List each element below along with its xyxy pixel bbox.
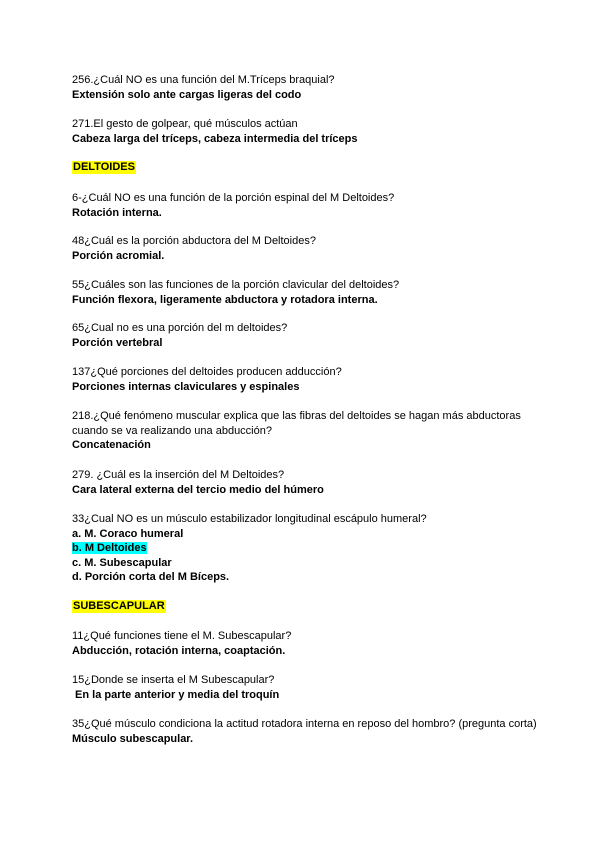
question-text: 279. ¿Cuál es la inserción del M Deltoides? — [72, 469, 285, 481]
question-text: 55¿Cuáles son las funciones de la porción clavicular del deltoides? — [72, 279, 400, 291]
question-text: 33¿Cual NO es un músculo estabilizador longitudinal escápulo humeral? — [72, 513, 427, 525]
question-text: 35¿Qué músculo condiciona la actitud rotadora interna en reposo del hombro? (pregunta corta) — [72, 718, 537, 730]
question-block — [72, 191, 542, 220]
answer-text: Porción vertebral — [72, 336, 163, 349]
answer-text: Porciones internas claviculares y espinales — [72, 380, 300, 393]
question-text: 11¿Qué funciones tiene el M. Subescapular? — [72, 630, 292, 642]
answer-text: En la parte anterior y media del troquín — [72, 688, 280, 701]
answer-text: Rotación interna. — [72, 206, 162, 219]
answer-text: Músculo subescapular. — [72, 732, 194, 745]
section-heading-subescapular: SUBESCAPULAR — [73, 600, 165, 612]
question-block — [72, 629, 542, 658]
answer-text: Abducción, rotación interna, coaptación. — [72, 644, 286, 657]
question-text: 65¿Cual no es una porción del m deltoides? — [72, 322, 288, 334]
question-text: 137¿Qué porciones del deltoides producen adducción? — [72, 366, 342, 378]
question-block — [72, 365, 542, 394]
question-block — [72, 468, 542, 497]
question-block — [72, 117, 542, 146]
multiple-choice-block — [72, 512, 542, 585]
section-heading-deltoides: DELTOIDES — [73, 161, 135, 173]
question-text: 271.El gesto de golpear, qué músculos actúan — [72, 118, 298, 130]
question-text: 256.¿Cuál NO es una función del M.Tríceps braquial? — [72, 74, 335, 86]
answer-highlight: b. M Deltoides — [72, 542, 147, 554]
answer-text: Cara lateral externa del tercio medio del húmero — [72, 483, 324, 496]
question-block — [72, 321, 542, 350]
answer-text: Función flexora, ligeramente abductora y rotadora interna. — [72, 293, 378, 306]
option-d: d. Porción corta del M Bíceps. — [72, 571, 230, 583]
answer-text: Extensión solo ante cargas ligeras del codo — [72, 88, 302, 101]
answer-text: Cabeza larga del tríceps, cabeza intermedia del tríceps — [72, 132, 358, 145]
option-c: c. M. Subescapular — [72, 556, 172, 569]
question-block — [72, 73, 542, 102]
question-block — [72, 673, 542, 702]
question-text: 218.¿Qué fenómeno muscular explica que las fibras del deltoides se hagan más abductoras cuando se va realizando una abducción? — [72, 410, 521, 437]
option-b-correct — [72, 541, 542, 556]
question-block — [72, 409, 542, 453]
question-text: 48¿Cuál es la porción abductora del M Deltoides? — [72, 235, 316, 247]
question-text: 6-¿Cuál NO es una función de la porción espinal del M Deltoides? — [72, 192, 395, 204]
question-block — [72, 278, 542, 307]
answer-text: Porción acromial. — [72, 249, 165, 262]
question-block — [72, 717, 542, 746]
question-text: 15¿Donde se inserta el M Subescapular? — [72, 674, 275, 686]
question-block — [72, 234, 542, 263]
answer-text: Concatenación — [72, 439, 151, 451]
option-a: a. M. Coraco humeral — [72, 527, 184, 540]
